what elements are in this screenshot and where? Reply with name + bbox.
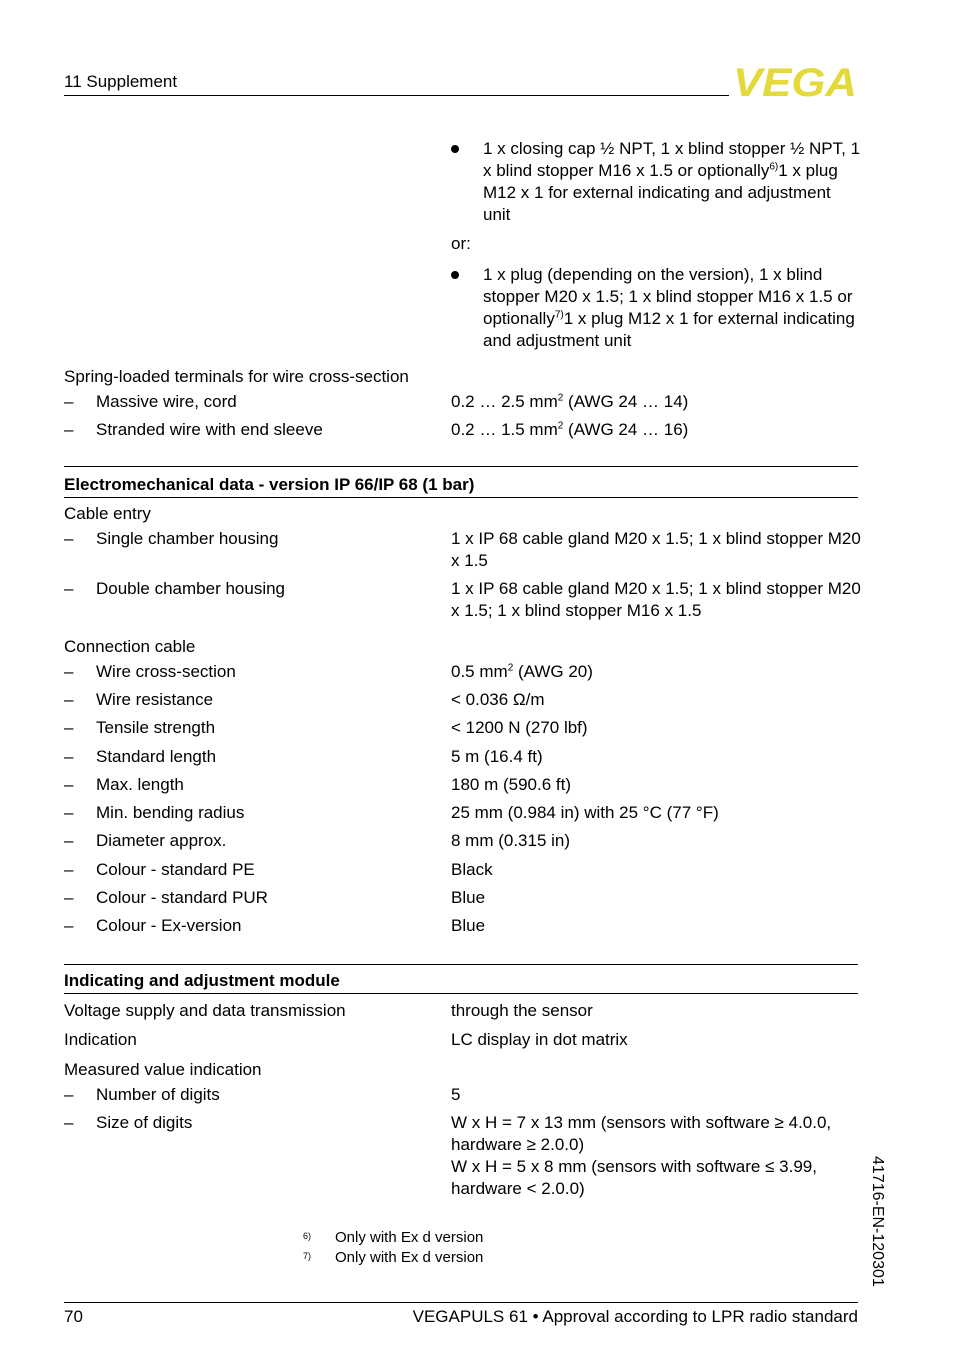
section-rule [64,466,858,467]
svg-text:VEGA: VEGA [733,64,857,100]
bullet-icon [451,145,459,153]
section-rule [64,497,858,498]
page-number: 70 [64,1307,83,1326]
header-rule [64,95,729,96]
document-code: 41716-EN-120301 [869,1156,886,1287]
section-header: 11 Supplement [64,72,178,91]
section-title: Electromechanical data - version IP 66/IP 68 (1 bar) [64,475,475,494]
bullet-icon [451,271,459,279]
footer-title: VEGAPULS 61 • Approval according to LPR radio standard [412,1307,858,1326]
vega-logo [733,64,859,100]
or-text: or: [451,234,471,253]
section-rule [64,993,858,994]
footer-rule [64,1302,858,1303]
option-closing-cap: 1 x closing cap ½ NPT, 1 x blind stopper ½ NPT, 1 x blind stopper M16 x 1.5 or optionally$^{6)}$1 x plug M12 x 1 for external indicating and adjustment unit [451,138,861,226]
section-title: Indicating and adjustment module [64,971,340,990]
section-rule [64,964,858,965]
option-plug: 1 x plug (depending on the version), 1 x blind stopper M20 x 1.5; 1 x blind stopper M16 x 1.5 or optionally$^{7)}$1 x plug M12 x 1 for external indicating and adjustment unit [451,264,861,352]
